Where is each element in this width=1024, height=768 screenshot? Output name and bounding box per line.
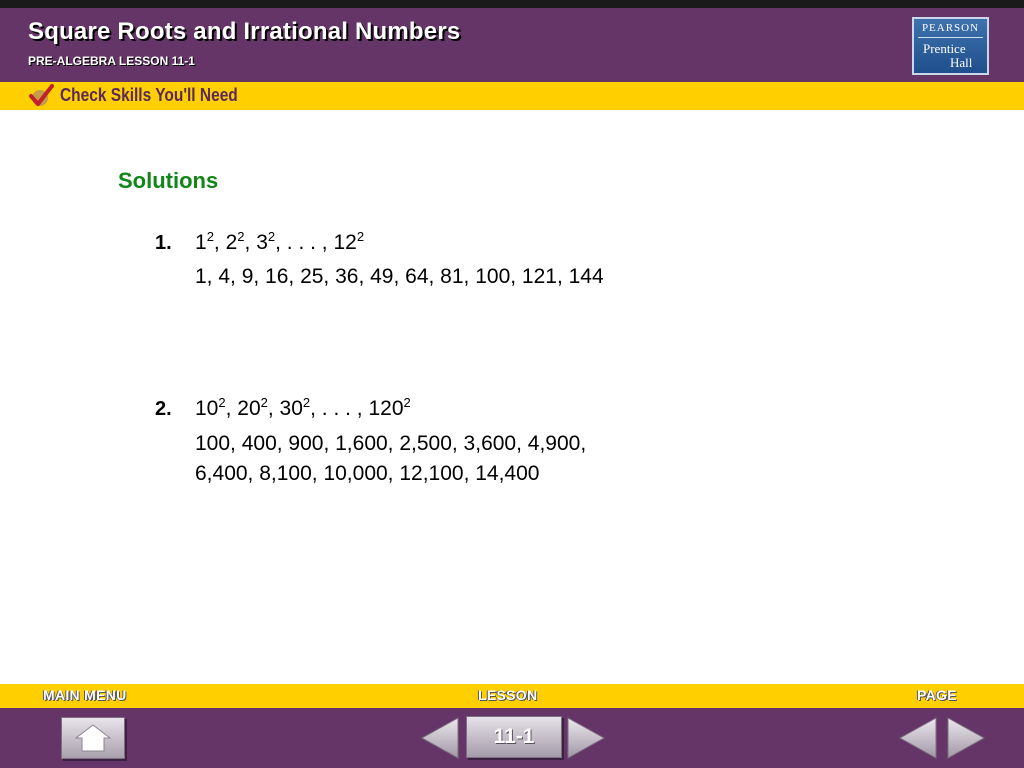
ellipsis: , . . . ,: [275, 231, 334, 254]
exponent: 2: [237, 229, 245, 244]
base: 120: [368, 397, 404, 420]
logo-divider: [918, 37, 983, 38]
top-border: [0, 0, 1024, 8]
next-lesson-arrow-icon[interactable]: [566, 716, 606, 760]
lesson-label: LESSON: [478, 687, 538, 703]
previous-lesson-arrow-icon[interactable]: [420, 716, 460, 760]
base: 10: [195, 397, 219, 420]
lesson-number-button[interactable]: 11-1: [466, 716, 562, 758]
base: 12: [333, 231, 357, 254]
slide-header: [0, 8, 1024, 82]
item-2-expression: $10^2$, $20^2$, $30^2$, . . . , $120^2$: [195, 395, 411, 420]
checkmark-icon: [28, 84, 54, 108]
footer-label-bar: [0, 684, 1024, 708]
ellipsis: , . . . ,: [310, 397, 369, 420]
slide-title: Square Roots and Irrational Numbers: [28, 18, 461, 45]
item-2-answer-line: 100, 400, 900, 1,600, 2,500, 3,600, 4,900,: [195, 432, 587, 455]
item-2-answer-line: 6,400, 8,100, 10,000, 12,100, 14,400: [195, 462, 540, 485]
main-menu-label: MAIN MENU: [43, 687, 127, 703]
base: 1: [195, 231, 207, 254]
check-skills-label: Check Skills You'll Need: [60, 85, 238, 105]
pearson-logo: [912, 17, 989, 75]
next-page-arrow-icon[interactable]: [946, 716, 986, 760]
previous-page-arrow-icon[interactable]: [898, 716, 938, 760]
item-2-number: 2.: [155, 398, 172, 420]
lesson-subtitle: PRE-ALGEBRA LESSON 11-1: [28, 54, 195, 68]
home-icon: [75, 724, 111, 752]
base: 20: [237, 397, 261, 420]
item-1-expression: $1^2$, $2^2$, $3^2$, . . . , $12^2$: [195, 229, 365, 254]
exponent: 2: [403, 395, 411, 410]
solutions-heading: Solutions: [118, 168, 219, 193]
exponent: 2: [260, 395, 268, 410]
item-1-number: 1.: [155, 232, 172, 254]
exponent: 2: [267, 229, 276, 244]
exponent: 2: [218, 395, 226, 410]
exponent: 2: [356, 229, 365, 244]
main-menu-button[interactable]: [61, 717, 125, 759]
check-skills-banner: [0, 82, 1024, 110]
page-label: PAGE: [917, 687, 957, 703]
footer-nav: [0, 708, 1024, 768]
exponent: 2: [206, 229, 214, 244]
logo-pearson-text: PEARSON: [921, 22, 980, 34]
logo-prentice-text: Prentice: [923, 41, 966, 56]
logo-hall-text: Hall: [950, 55, 973, 70]
base: 2: [225, 231, 238, 254]
exponent: 2: [302, 395, 311, 410]
base: 30: [279, 397, 303, 420]
base: 3: [256, 231, 268, 254]
item-1-answer-line: 1, 4, 9, 16, 25, 36, 49, 64, 81, 100, 121, 144: [195, 265, 604, 288]
